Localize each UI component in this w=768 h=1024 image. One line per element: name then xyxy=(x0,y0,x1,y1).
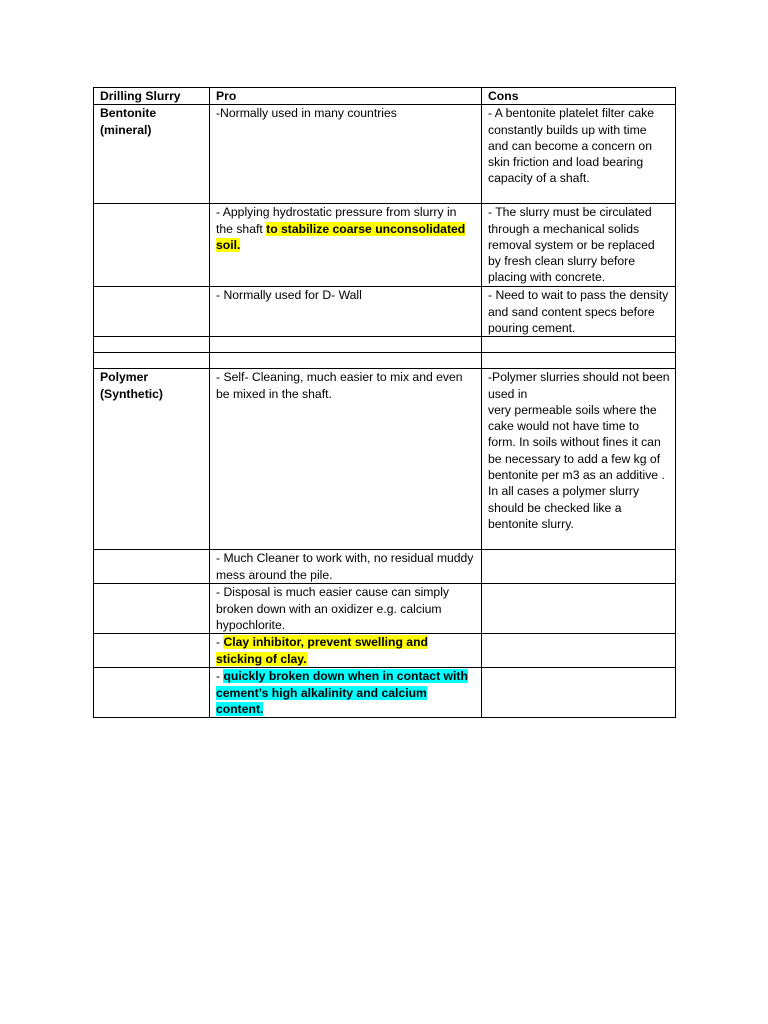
empty-cell xyxy=(482,337,676,353)
empty-cell xyxy=(94,584,210,634)
cons-cell xyxy=(482,668,676,718)
pro-text: - xyxy=(216,669,224,684)
cons-cell xyxy=(482,550,676,584)
cons-cell: - A bentonite platelet filter cake constantly builds up with time and can become a concern on skin friction and load bearing capacity of a shaft. xyxy=(482,105,676,204)
empty-row xyxy=(94,353,676,369)
highlighted-text: quickly broken down when in contact with cement’s high alkalinity and calcium content. xyxy=(216,669,468,716)
pro-cell: - Much Cleaner to work with, no residual muddy mess around the pile. xyxy=(210,550,482,584)
header-cons: Cons xyxy=(482,88,676,105)
cons-cell xyxy=(482,634,676,668)
cons-cell: - Need to wait to pass the density and sand content specs before pouring cement. xyxy=(482,287,676,337)
pro-cell: - Self- Cleaning, much easier to mix and even be mixed in the shaft. xyxy=(210,369,482,550)
table-row xyxy=(94,204,676,287)
pro-cell: - Normally used for D- Wall xyxy=(210,287,482,337)
pro-text: - xyxy=(216,635,224,650)
table-row xyxy=(94,369,676,550)
cons-line: -Polymer slurries should not been used in xyxy=(488,370,670,401)
empty-cell xyxy=(94,204,210,287)
header-pro: Pro xyxy=(210,88,482,105)
row-label-bentonite: Bentonite (mineral) xyxy=(94,105,210,204)
empty-row xyxy=(94,337,676,353)
cons-line: In all cases a polymer slurry should be checked like a bentonite slurry. xyxy=(488,484,640,531)
empty-cell xyxy=(94,353,210,369)
empty-cell xyxy=(482,353,676,369)
table-row xyxy=(94,634,676,668)
row-label-polymer: Polymer (Synthetic) xyxy=(94,369,210,550)
table-row xyxy=(94,668,676,718)
empty-cell xyxy=(94,634,210,668)
pro-cell: - Disposal is much easier cause can simply broken down with an oxidizer e.g. calcium hypochlorite. xyxy=(210,584,482,634)
table-row xyxy=(94,287,676,337)
cons-cell: - The slurry must be circulated through a mechanical solids removal system or be replaced by fresh clean slurry before placing with concrete. xyxy=(482,204,676,287)
table-row xyxy=(94,550,676,584)
empty-cell xyxy=(94,550,210,584)
pro-cell xyxy=(210,668,482,718)
cons-cell xyxy=(482,369,676,550)
empty-cell xyxy=(210,353,482,369)
slurry-comparison-table xyxy=(93,87,676,718)
pro-cell xyxy=(210,634,482,668)
table-header-row xyxy=(94,88,676,105)
header-drilling-slurry: Drilling Slurry xyxy=(94,88,210,105)
empty-cell xyxy=(94,668,210,718)
empty-cell xyxy=(94,287,210,337)
highlighted-text: Clay inhibitor, prevent swelling and sticking of clay. xyxy=(216,635,428,666)
pro-cell: -Normally used in many countries xyxy=(210,105,482,204)
table-row xyxy=(94,105,676,204)
highlighted-text: to stabilize coarse unconsolidated soil. xyxy=(216,221,466,252)
empty-cell xyxy=(210,337,482,353)
cons-line: very permeable soils where the cake would not have time to form. In soils without fines it can be necessary to add a few kg of bentonite per m3 as an additive . xyxy=(488,402,665,483)
pro-text: - Applying hydrostatic pressure from slurry in the shaft xyxy=(216,205,457,236)
empty-cell xyxy=(94,337,210,353)
cons-cell xyxy=(482,584,676,634)
table-row xyxy=(94,584,676,634)
pro-cell xyxy=(210,204,482,287)
